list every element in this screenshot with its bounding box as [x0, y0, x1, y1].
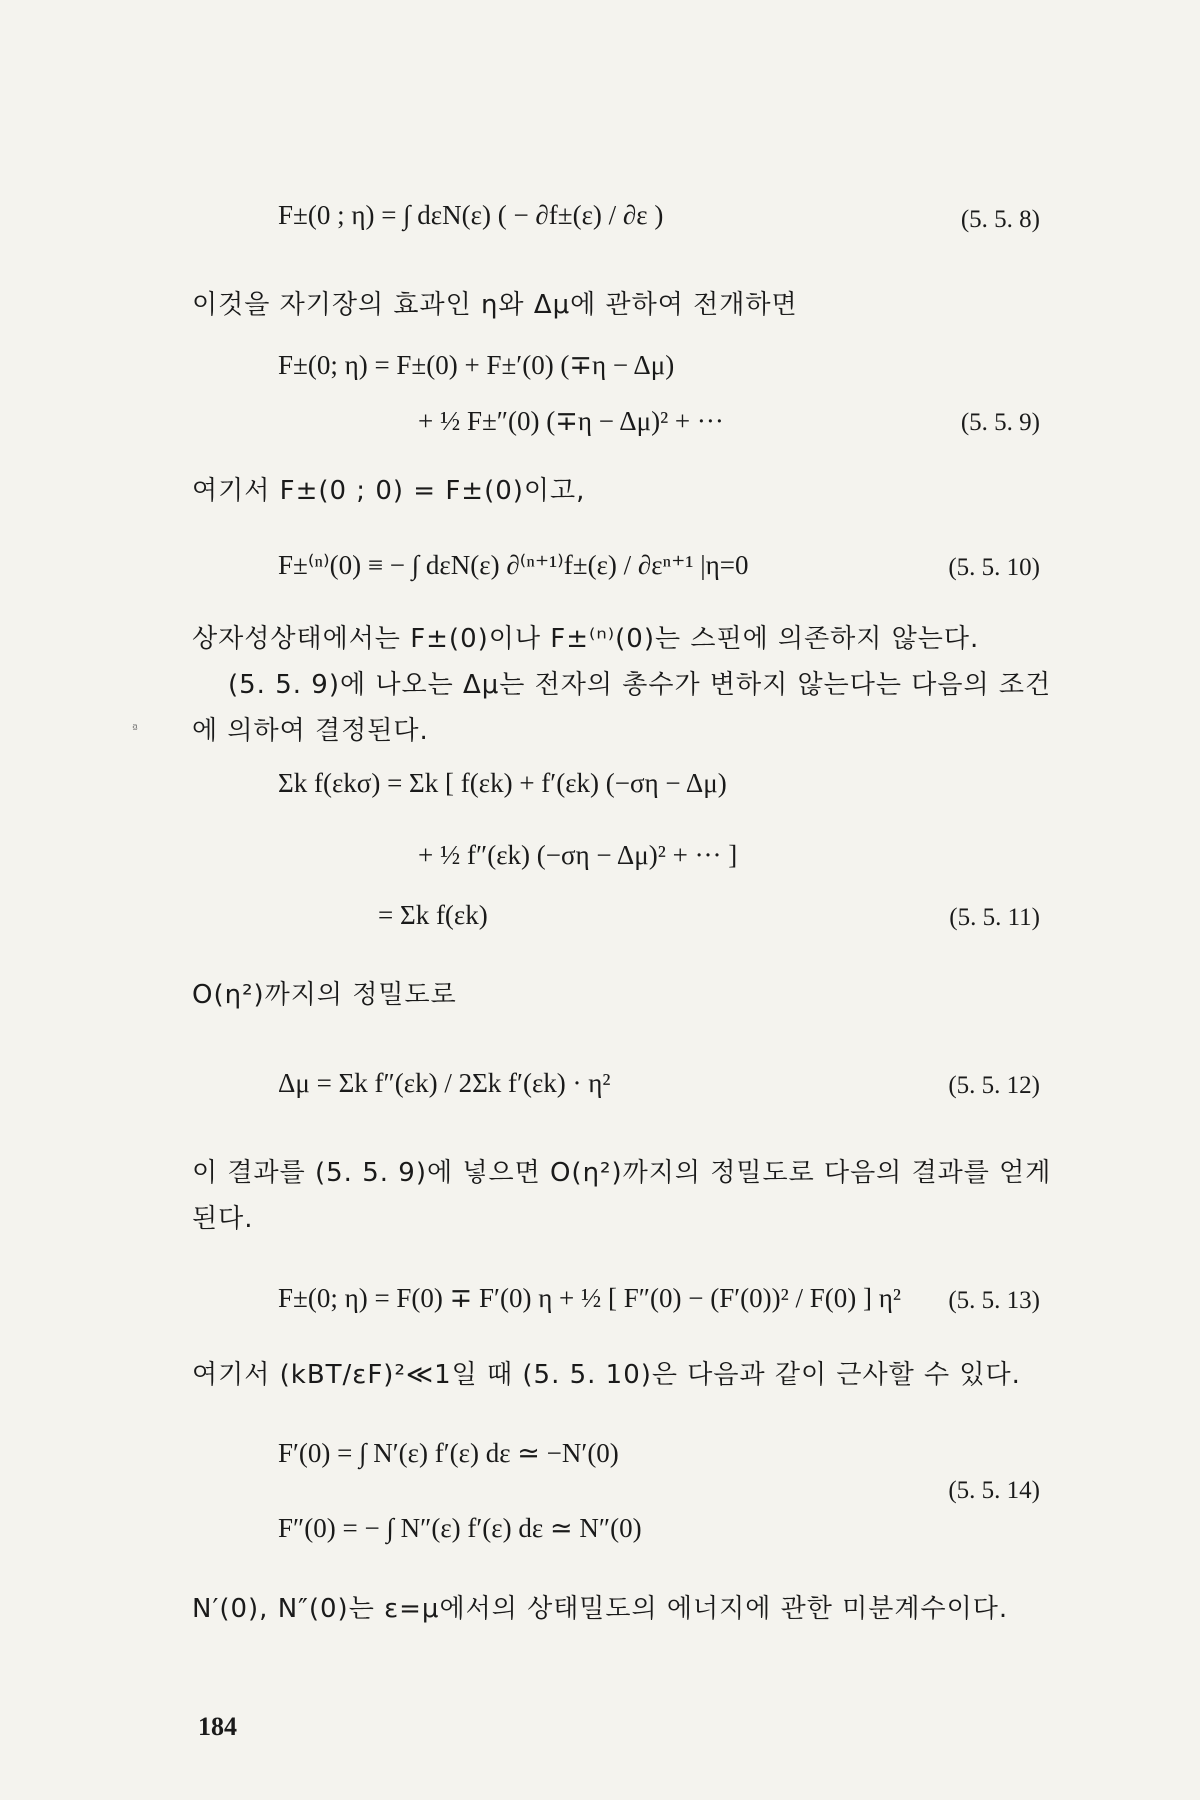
equation-number: (5. 5. 12) — [948, 1072, 1040, 1099]
paragraph-line: 상자성상태에서는 F±(0)이나 F±⁽ⁿ⁾(0)는 스핀에 의존하지 않는다. — [192, 624, 980, 654]
paragraph-line: 여기서 F±(0 ; 0) = F±(0)이고, — [192, 476, 586, 506]
equation-5-5-9-line2: + ½ F±″(0) (∓η − Δμ)² + ··· — [418, 406, 724, 436]
paragraph-line: (5. 5. 9)에 나오는 Δμ는 전자의 총수가 변하지 않는다는 다음의 조건 — [228, 670, 1052, 700]
paragraph-line: 이것을 자기장의 효과인 η와 Δμ에 관하여 전개하면 — [192, 290, 798, 320]
equation-number: (5. 5. 9) — [960, 409, 1040, 436]
equation-number: (5. 5. 14) — [948, 1477, 1040, 1504]
equation-5-5-14-line1: F′(0) = ∫ N′(ε) f′(ε) dε ≃ −N′(0) — [278, 1438, 619, 1468]
equation-5-5-9-line1: F±(0; η) = F±(0) + F±′(0) (∓η − Δμ) — [278, 350, 675, 380]
equation-number: (5. 5. 13) — [948, 1287, 1040, 1314]
equation-number: (5. 5. 10) — [948, 554, 1040, 581]
paragraph-line: N′(0), N″(0)는 ε=μ에서의 상태밀도의 에너지에 관한 미분계수이다. — [192, 1594, 1009, 1624]
equation-5-5-11-line2: + ½ f″(εk) (−ση − Δμ)² + ··· ] — [418, 840, 738, 870]
equation-5-5-13: F±(0; η) = F(0) ∓ F′(0) η + ½ [ F″(0) − (F′(0))² / F(0) ] η² — [278, 1283, 901, 1313]
margin-mark: ª — [132, 722, 138, 736]
page-number: 184 — [198, 1712, 237, 1741]
equation-number: (5. 5. 8) — [960, 206, 1040, 233]
equation-5-5-8: F±(0 ; η) = ∫ dεN(ε) ( − ∂f±(ε) / ∂ε ) — [278, 200, 664, 230]
equation-5-5-12: Δμ = Σk f″(εk) / 2Σk f′(εk) · η² — [278, 1068, 611, 1098]
paragraph-line: 에 의하여 결정된다. — [192, 716, 429, 746]
paragraph-line: O(η²)까지의 정밀도로 — [192, 980, 457, 1010]
paragraph-line: 여기서 (kBT/εF)²≪1일 때 (5. 5. 10)은 다음과 같이 근사할 수 있다. — [192, 1360, 1021, 1390]
equation-5-5-10: F±⁽ⁿ⁾(0) ≡ − ∫ dεN(ε) ∂⁽ⁿ⁺¹⁾f±(ε) / ∂εⁿ⁺¹ |η=0 — [278, 550, 749, 580]
equation-5-5-11-line1: Σk f(εkσ) = Σk [ f(εk) + f′(εk) (−ση − Δμ) — [278, 768, 727, 798]
equation-5-5-14-line2: F″(0) = − ∫ N″(ε) f′(ε) dε ≃ N″(0) — [278, 1513, 642, 1543]
equation-5-5-11-line3: = Σk f(εk) — [378, 900, 488, 930]
paragraph-line: 이 결과를 (5. 5. 9)에 넣으면 O(η²)까지의 정밀도로 다음의 결과를 얻게 — [192, 1158, 1052, 1188]
equation-number: (5. 5. 11) — [949, 904, 1040, 931]
paragraph-line: 된다. — [192, 1204, 254, 1234]
